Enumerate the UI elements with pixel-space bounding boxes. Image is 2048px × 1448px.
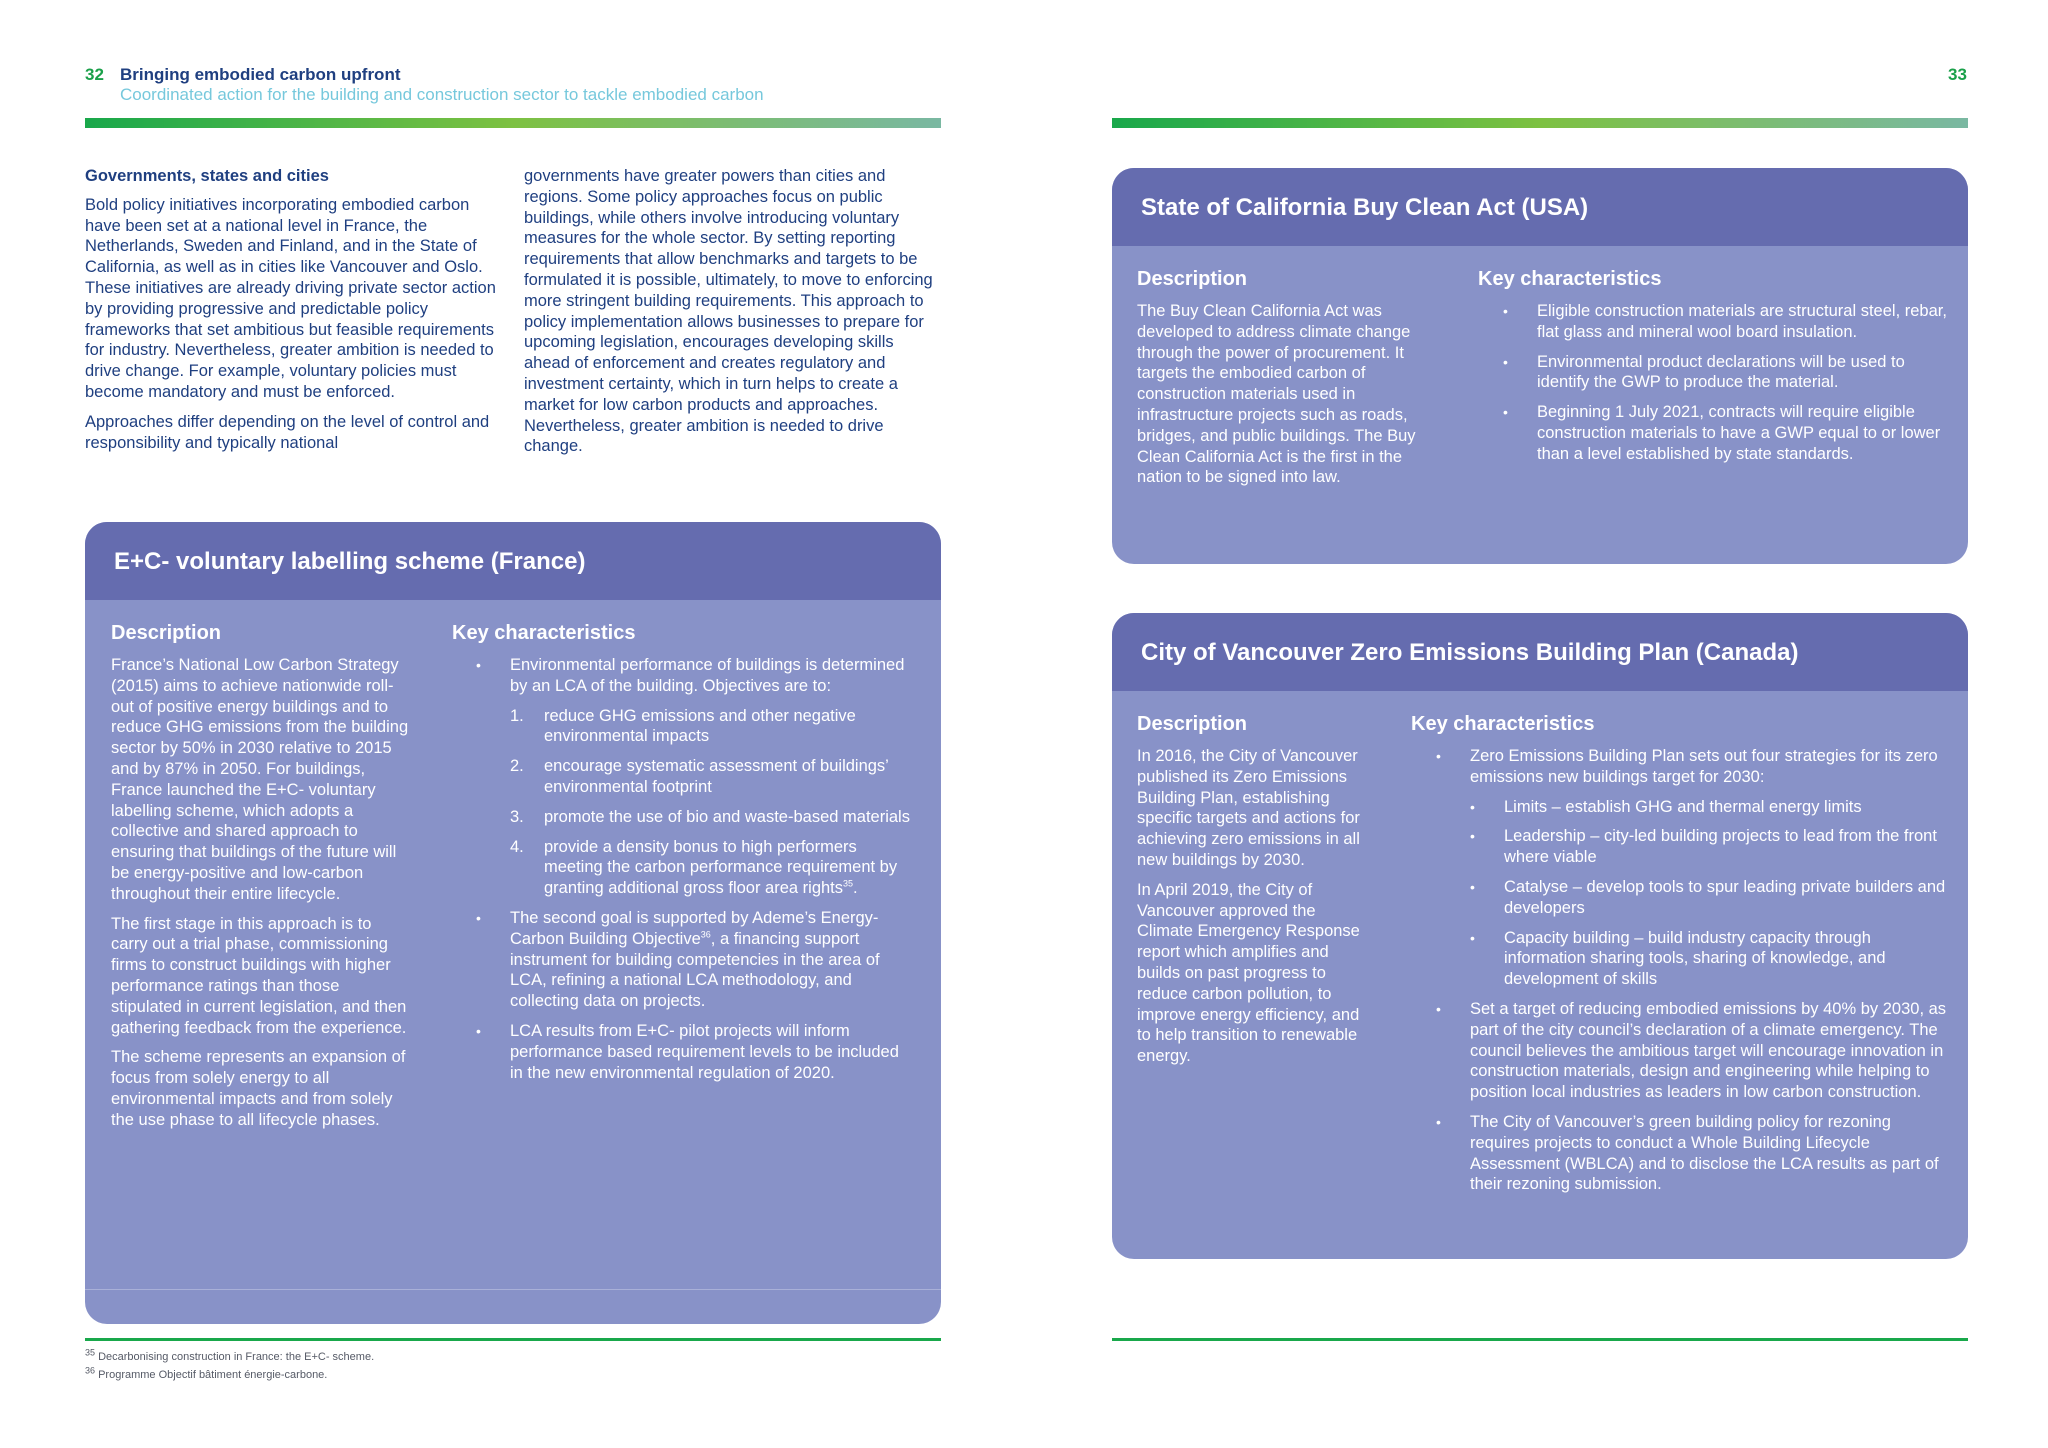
footnote: $^{36}$ Programme Objectif bâtiment énergie-carbone.: [85, 1365, 328, 1381]
intro-paragraph: Approaches differ depending on the level of control and responsibility and typically national: [85, 412, 490, 452]
description-paragraph: The scheme represents an expansion of focus from solely energy to all environmental impacts and from solely the use phase to all lifecycle phases.: [111, 1048, 406, 1129]
list-item: • Capacity building – build industry capacity through information sharing tools, sharing of knowledge, and development of skills: [1470, 928, 1949, 990]
right-page-number: 33: [1948, 65, 1967, 84]
california-key-characteristics: [1503, 301, 1948, 474]
list-item: 1. reduce GHG emissions and other negative environmental impacts: [510, 706, 856, 746]
running-header-title: Bringing embodied carbon upfront: [120, 65, 401, 84]
left-footer-line: [85, 1338, 941, 1341]
description-paragraph: In 2016, the City of Vancouver published its Zero Emissions Building Plan, establishing specific targets and actions for achieving zero emissions in all new buildings by 2030.: [1137, 747, 1360, 869]
california-description: [1137, 301, 1439, 497]
list-item: • Leadership – city-led building projects to lead from the front where viable: [1470, 826, 1949, 868]
description-paragraph: In April 2019, the City of Vancouver approved the Climate Emergency Response report which amplifies and builds on past progress to reduce carbon pollution, to improve energy efficiency, and to help transition to renewable energy.: [1137, 880, 1360, 1066]
list-item: • Zero Emissions Building Plan sets out four strategies for its zero emissions new buildings target for 2030: • Limits – establish GHG and thermal energy limits • Leadership – city-led building projects to lead from the front where viable • Catalyse – develop tools to spur leading private builders and developers • Capacity building – build industry capacity through information sharing tools, sharing of knowledge, and development of skills: [1436, 746, 1949, 990]
list-item: • Beginning 1 July 2021, contracts will require eligible construction materials to have a GWP equal to or lower than a level established by state standards.: [1503, 402, 1948, 464]
list-item: • Set a target of reducing embodied emissions by 40% by 2030, as part of the city council’s declaration of a climate emergency. The council believes the ambitious target will encourage innovation in construction materials, design and engineering while helping to position local industries as leaders in low carbon construction.: [1436, 999, 1949, 1103]
california-key-heading: Key characteristics: [1478, 268, 1662, 290]
description-paragraph: France’s National Low Carbon Strategy (2015) aims to achieve nationwide roll-out of positive energy buildings and to reduce GHG emissions from the building sector by 50% in 2030 relative to 2015 and by 87% in 2050. For buildings, France launched the E+C- voluntary labelling scheme, which adopts a collective and shared approach to ensuring that buildings of the future will be energy-positive and low-carbon throughout their entire lifecycle.: [111, 656, 409, 903]
france-key-characteristics: [476, 655, 916, 1092]
california-box-header: [1112, 168, 1968, 246]
description-paragraph: The first stage in this approach is to carry out a trial phase, commissioning firms to construct buildings with higher performance ratings than those stipulated in current legislation, and then gathering feedback from the experience.: [111, 914, 407, 1037]
france-box-title: E+C- voluntary labelling scheme (France): [114, 548, 586, 575]
list-item: • The second goal is supported by Ademe’s Energy-Carbon Building Objective$^{36}$, a financing support instrument for building competencies in the area of LCA, refining a national LCA methodology, and collecting data on projects.: [476, 908, 916, 1012]
right-header-bar: [1112, 118, 1968, 128]
list-item: • Catalyse – develop tools to spur leading private builders and developers: [1470, 877, 1949, 919]
list-item: • LCA results from E+C- pilot projects will inform performance based requirement levels to be included in the new environmental regulation of 2020.: [476, 1021, 916, 1083]
california-box-title: State of California Buy Clean Act (USA): [1141, 194, 1589, 221]
intro-paragraph: Bold policy initiatives incorporating embodied carbon have been set at a national level in France, the Netherlands, Sweden and Finland, and in the State of California, as well as in cities like Vancouver and Oslo. These initiatives are already driving private sector action by providing progressive and predictable policy frameworks that set ambitious but feasible requirements for industry. Nevertheless, greater ambition is needed to drive change. For example, voluntary policies must become mandatory and must be enforced.: [85, 195, 496, 401]
intro-paragraph: governments have greater powers than cities and regions. Some policy approaches focus on public buildings, while others involve introducing voluntary measures for the whole sector. By setting reporting requirements that allow benchmarks and targets to be formulated it is possible, ultimately, to move to enforcing more stringent building requirements. This approach to policy implementation allows businesses to prepare for upcoming legislation, encourages developing skills ahead of enforcement and creates regulatory and investment certainty, which in turn helps to create a market for low carbon products and approaches. Nevertheless, greater ambition is needed to drive change.: [524, 167, 933, 456]
left-page-number: 32: [85, 65, 104, 84]
vancouver-description-heading: Description: [1137, 713, 1248, 735]
bullet-list: [1436, 746, 1949, 1195]
list-item: • Environmental performance of buildings is determined by an LCA of the building. Objectives are to: 1. reduce GHG emissions and other negative environmental impacts 2. encourage systematic assessment of buildings’ environmental footprint 3. promote the use of bio and waste-based materials 4. provide a density bonus to high performers meeting the carbon performance requirement by granting additional gross floor area rights$^{35}$.: [476, 655, 916, 899]
france-description-heading: Description: [111, 622, 222, 644]
bullet-list: [476, 655, 916, 1083]
vancouver-box-title: City of Vancouver Zero Emissions Building Plan (Canada): [1141, 639, 1799, 666]
vancouver-box-header: [1112, 613, 1968, 691]
list-item: • Environmental product declarations will be used to identify the GWP to produce the material.: [1503, 352, 1948, 394]
strategies-list: [1470, 797, 1949, 990]
california-description-heading: Description: [1137, 268, 1248, 290]
list-item: 4. provide a density bonus to high performers meeting the carbon performance requirement by granting additional gross floor area rights$^{35}$.: [510, 837, 898, 898]
objectives-list: [510, 706, 916, 899]
list-item: • Eligible construction materials are structural steel, rebar, flat glass and mineral wool board insulation.: [1503, 301, 1948, 343]
section-heading: Governments, states and cities: [85, 167, 329, 185]
vancouver-description: [1137, 746, 1362, 1076]
list-item: 2. encourage systematic assessment of buildings’ environmental footprint: [510, 757, 889, 796]
right-footer-line: [1112, 1338, 1968, 1341]
france-description: [111, 655, 411, 1140]
list-item: • The City of Vancouver’s green building policy for rezoning requires projects to conduct a Whole Building Lifecycle Assessment (WBLCA) and to disclose the LCA results as part of their rezoning submission.: [1436, 1112, 1949, 1195]
list-item: 3. promote the use of bio and waste-based materials: [510, 807, 910, 826]
intro-column-1: [85, 166, 505, 462]
intro-column-2: [524, 166, 942, 466]
running-header-subtitle: Coordinated action for the building and construction sector to tackle embodied carbon: [120, 85, 764, 104]
list-item: • Limits – establish GHG and thermal energy limits: [1470, 797, 1949, 818]
france-box-header: [85, 522, 941, 600]
bullet-list: [1503, 301, 1948, 465]
description-paragraph: The Buy Clean California Act was developed to address climate change through the power of procurement. It targets the embodied carbon of construction materials used in infrastructure projects such as roads, bridges, and public buildings. The Buy Clean California Act is the first in the nation to be signed into law.: [1137, 302, 1416, 487]
footnote-ref: 36: [700, 929, 711, 940]
vancouver-key-heading: Key characteristics: [1411, 713, 1595, 735]
vancouver-key-characteristics: [1436, 746, 1949, 1204]
left-header-bar: [85, 118, 941, 128]
footnote-ref: 35: [843, 878, 854, 889]
footnote: $^{35}$ Decarbonising construction in France: the E+C- scheme.: [85, 1347, 375, 1363]
france-box-divider: [85, 1289, 941, 1290]
france-key-heading: Key characteristics: [452, 622, 636, 644]
